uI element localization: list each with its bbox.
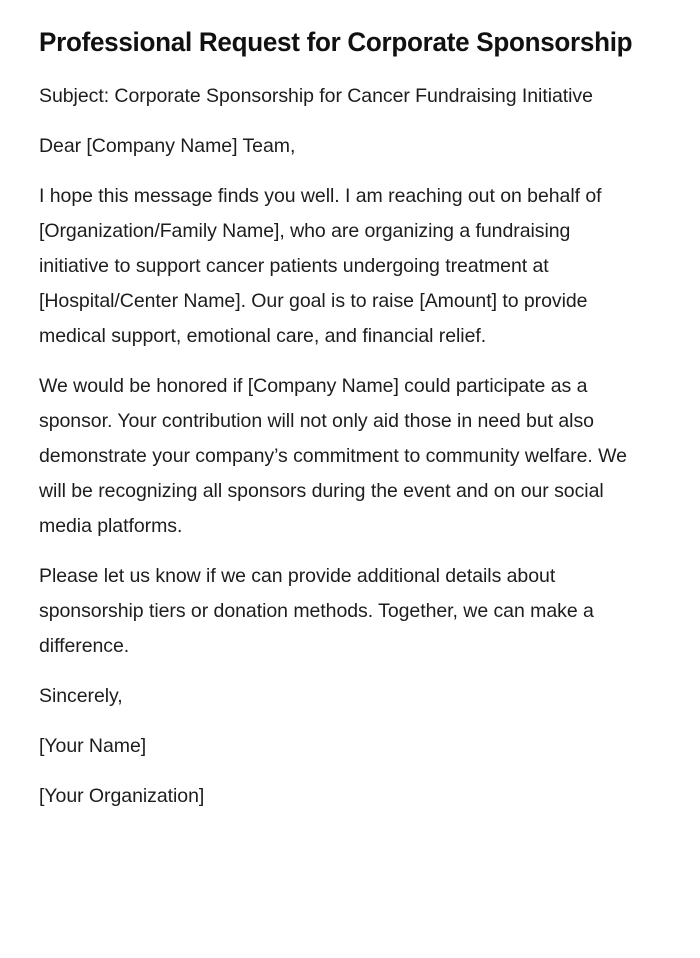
body-paragraph-closing: Please let us know if we can provide additional details about sponsorship tiers or donation methods. Together, we can make a difference.	[39, 565, 594, 657]
signature-name: [Your Name]	[39, 735, 147, 757]
salutation: Dear [Company Name] Team,	[39, 135, 296, 157]
sign-off: Sincerely,	[39, 685, 123, 707]
body-paragraph-intro: I hope this message finds you well. I am reaching out on behalf of [Organization/Family Name], who are organizing a fundraising initiative to support cancer patients undergoing treatment at [Hospital/Center Name]. Our goal is to raise [Amount] to provide medical support, emotional care, and financial relief.	[39, 185, 602, 347]
signature-organization: [Your Organization]	[39, 785, 205, 807]
page-title: Professional Request for Corporate Sponsorship	[39, 27, 633, 57]
document-body	[39, 79, 641, 814]
subject-line: Subject: Corporate Sponsorship for Cancer Fundraising Initiative	[39, 85, 593, 107]
body-paragraph-request: We would be honored if [Company Name] could participate as a sponsor. Your contribution will not only aid those in need but also demonstrate your company’s commitment to community welfare. We will be recognizing all sponsors during the event and on our social media platforms.	[39, 375, 627, 537]
